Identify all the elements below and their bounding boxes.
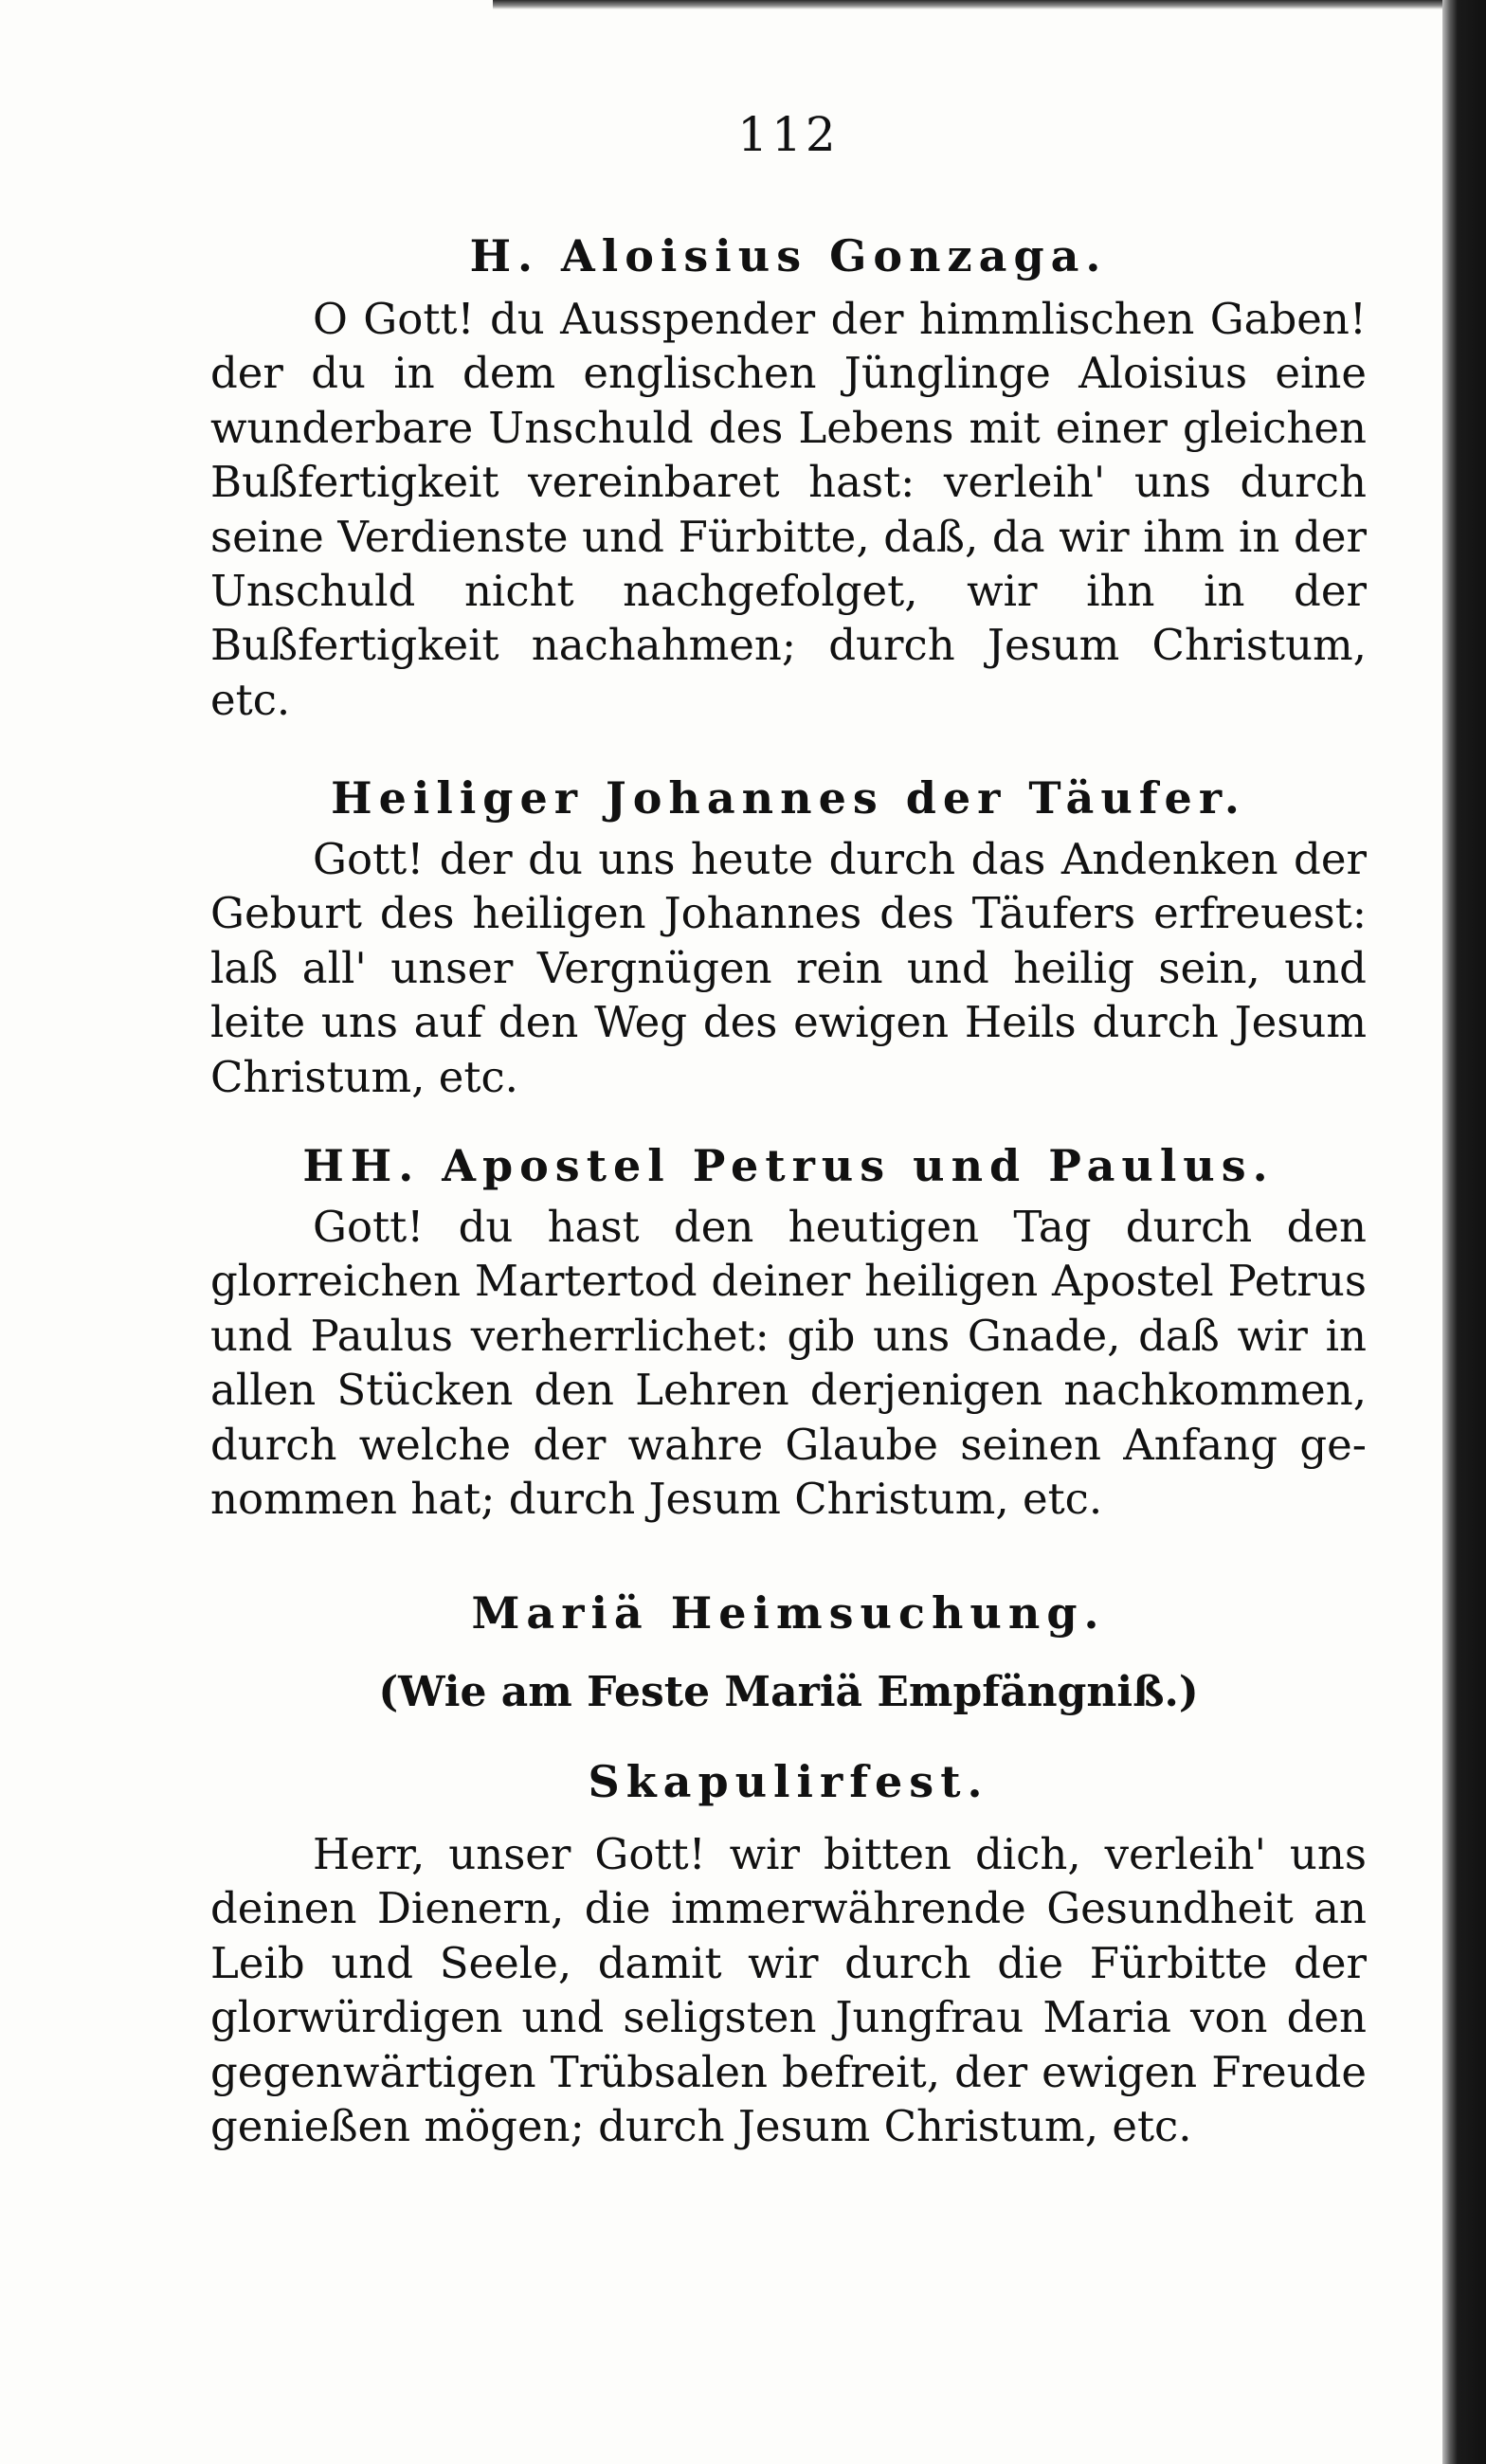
prayer-text: Herr, unser Gott! wir bitten dich, verleih' uns deinen Dienern, die immerwährende Gesundheit an Leib und Seele, damit wir durch die Fürbitte der glorwürdigen und seligsten Jungfrau Maria von den gegenwärtigen Trübsalen befreit, der ewigen Freude genießen mögen; durch Jesum Christum, etc. bbox=[210, 1829, 1367, 2152]
section-petrus-paulus bbox=[210, 1137, 1367, 1526]
section-title: Mariä Heimsuchung. bbox=[471, 1587, 1106, 1639]
section-title: HH. Apostel Petrus und Paulus. bbox=[302, 1140, 1275, 1191]
section-skapulirfest bbox=[210, 1753, 1367, 2153]
prayer-text: Gott! der du uns heute durch das Andenken der Geburt des heiligen Johannes des Täufers erfreuest: laß all' unser Vergnügen rein und heilig sein, und leite uns auf den Weg des ewigen Heils durch Jesum Christum, etc. bbox=[210, 834, 1367, 1102]
section-title: Heiliger Johannes der Täufer. bbox=[331, 772, 1246, 824]
section-aloisius bbox=[210, 227, 1367, 727]
prayer-text: O Gott! du Ausspender der himmlischen Gaben! der du in dem englischen Jünglinge Aloisius eine wunderbare Unschuld des Lebens mit einer gleichen Bußfertigkeit vereinbaret hast: verleih' uns durch seine Verdienste und Fürbitte, daß, da wir ihm in der Unschuld nicht nachgefolget, wir ihn in der Bußfertigkeit nachahmen; durch Jesum Christum, etc. bbox=[210, 294, 1367, 725]
section-johannes bbox=[210, 770, 1367, 1104]
page-number: 112 bbox=[737, 107, 840, 162]
scan-top-edge bbox=[493, 0, 1442, 9]
book-binding-edge bbox=[1442, 0, 1486, 2464]
section-heimsuchung bbox=[210, 1585, 1367, 1721]
section-note: (Wie am Feste Mariä Empfängniß.) bbox=[378, 1668, 1199, 1716]
section-title: H. Aloisius Gonzaga. bbox=[469, 230, 1108, 281]
prayer-text: Gott! du hast den heutigen Tag durch den glorreichen Martertod deiner heiligen Apostel Petrus und Paulus verherrlichet: gib uns Gnade, daß wir in allen Stücken den Lehren derjenigen nachkommen, durch welche der wahre Glaube seinen Anfang genommen hat; durch Jesum Christum, etc. bbox=[210, 1202, 1367, 1525]
section-title: Skapulirfest. bbox=[588, 1756, 989, 1807]
